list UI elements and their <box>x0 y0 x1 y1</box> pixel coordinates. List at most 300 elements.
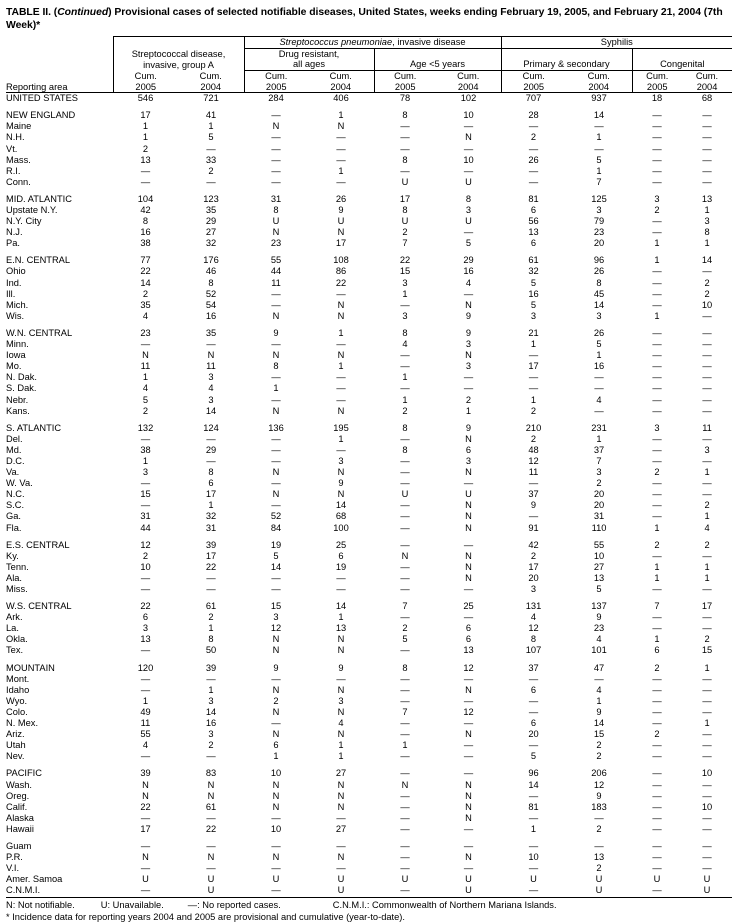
row-value-cell: 19 <box>335 561 347 572</box>
row-value-cell: 81 <box>528 193 539 204</box>
row-value-cell: — <box>206 673 216 684</box>
row-value-cell: 11 <box>140 361 151 372</box>
row-area-label: E.S. CENTRAL <box>6 539 70 550</box>
row-value-cell: — <box>652 154 662 165</box>
row-value-cell: — <box>463 372 474 383</box>
row-value-cell: 1 <box>704 238 710 249</box>
row-value-cell: N <box>465 729 472 740</box>
row-area-label: Del. <box>6 433 23 444</box>
header-spacer-cell <box>6 37 113 49</box>
row-value-cell: 7 <box>402 601 408 612</box>
row-value-cell: U <box>207 874 215 885</box>
row-value-cell: 12 <box>463 706 474 717</box>
row-value-cell: 1 <box>273 383 279 394</box>
row-value-cell: N <box>337 489 345 500</box>
row-value-cell: — <box>400 433 410 444</box>
row-value-cell: 4 <box>596 684 602 695</box>
row-value-cell: 1 <box>465 405 472 416</box>
row-value-cell: — <box>702 339 712 350</box>
row-area-label: Alaska <box>6 812 34 823</box>
row-value-cell: — <box>140 176 151 187</box>
row-value-cell: 12 <box>593 779 605 790</box>
row-value-cell: 11 <box>206 361 216 372</box>
row-value-cell: — <box>702 310 712 321</box>
row-value-cell: 10 <box>701 768 713 779</box>
row-value-cell: — <box>271 165 281 176</box>
row-value-cell: N <box>272 634 280 645</box>
row-value-cell: — <box>336 863 346 874</box>
row-value-cell: — <box>336 176 346 187</box>
row-value-cell: 2 <box>273 695 279 706</box>
row-value-cell: 123 <box>203 193 219 204</box>
row-value-cell: — <box>652 405 662 416</box>
table-row <box>6 729 732 740</box>
table-row <box>6 110 732 121</box>
row-value-cell: N <box>465 801 472 812</box>
row-value-cell: — <box>702 110 712 121</box>
row-value-cell: — <box>702 550 712 561</box>
row-value-cell: — <box>271 718 281 729</box>
table-row <box>6 395 732 406</box>
row-value-cell: 13 <box>593 572 605 583</box>
row-value-cell: 8 <box>402 662 408 673</box>
row-value-cell: — <box>652 790 662 801</box>
row-value-cell: 11 <box>528 467 539 478</box>
row-value-cell: — <box>336 288 346 299</box>
row-value-cell: 10 <box>701 801 713 812</box>
row-value-cell: N <box>142 852 149 863</box>
row-value-cell: 15 <box>593 729 605 740</box>
row-value-cell: — <box>400 383 410 394</box>
row-value-cell: — <box>702 790 712 801</box>
header-reporting-area: Reporting area <box>6 70 113 92</box>
row-value-cell: N <box>207 790 215 801</box>
row-area-label: Md. <box>6 444 22 455</box>
row-value-cell: — <box>271 143 281 154</box>
row-value-cell: 84 <box>270 522 282 533</box>
row-value-cell: 3 <box>530 310 537 321</box>
row-value-cell: 12 <box>270 623 282 634</box>
row-value-cell: 55 <box>140 729 151 740</box>
row-area-label: S. ATLANTIC <box>6 422 62 433</box>
row-value-cell: — <box>652 455 662 466</box>
row-value-cell: — <box>652 478 662 489</box>
row-area-label: Pa. <box>6 238 20 249</box>
header-group-primary-secondary: Primary & secondary <box>501 48 632 70</box>
header-col-drug-2005: Cum. 2005 <box>244 70 308 92</box>
row-value-cell: — <box>140 339 151 350</box>
row-value-cell: N <box>272 121 280 132</box>
table-row <box>6 489 732 500</box>
row-value-cell: — <box>463 823 474 834</box>
row-value-cell: — <box>652 176 662 187</box>
row-value-cell: — <box>652 718 662 729</box>
row-value-cell: — <box>400 768 410 779</box>
table-row <box>6 434 732 445</box>
row-area-label: Minn. <box>6 339 29 350</box>
row-value-cell: 23 <box>593 623 605 634</box>
row-value-cell: 86 <box>335 266 347 277</box>
row-value-cell: 83 <box>205 768 217 779</box>
row-value-cell: N <box>272 801 280 812</box>
row-value-cell: — <box>702 706 712 717</box>
header-col-primsec-2004: Cum. 2004 <box>566 70 632 92</box>
row-value-cell: 14 <box>528 779 539 790</box>
row-value-cell: N <box>337 634 345 645</box>
header-col-strep-2004: Cum. 2004 <box>178 70 244 92</box>
row-value-cell: — <box>652 740 662 751</box>
row-value-cell: 176 <box>203 255 219 266</box>
row-value-cell: 14 <box>593 718 605 729</box>
row-value-cell: 5 <box>465 238 472 249</box>
row-value-cell: 22 <box>399 255 411 266</box>
row-value-cell: N <box>337 405 345 416</box>
row-value-cell: 6 <box>273 740 279 751</box>
row-value-cell: — <box>463 165 474 176</box>
row-value-cell: N <box>337 299 345 310</box>
row-value-cell: 1 <box>208 684 214 695</box>
row-area-label: Ariz. <box>6 729 25 740</box>
row-value-cell: 3 <box>465 205 472 215</box>
row-value-cell: 15 <box>399 266 411 277</box>
row-value-cell: — <box>702 165 712 176</box>
footnotes <box>6 900 732 923</box>
row-value-cell: — <box>702 740 712 751</box>
row-value-cell: 3 <box>596 467 602 478</box>
row-value-cell: 13 <box>701 193 713 204</box>
table-row <box>6 311 732 322</box>
row-value-cell: 2 <box>142 405 149 416</box>
row-value-cell: N <box>272 779 280 790</box>
row-value-cell: — <box>463 751 474 762</box>
row-value-cell: — <box>702 478 712 489</box>
table-row <box>6 456 732 467</box>
row-value-cell: — <box>652 751 662 762</box>
row-value-cell: — <box>271 673 281 684</box>
row-value-cell: — <box>463 383 474 394</box>
row-value-cell: — <box>652 812 662 823</box>
table-row <box>6 227 732 238</box>
row-value-cell: — <box>528 165 539 176</box>
row-value-cell: — <box>528 383 539 394</box>
row-value-cell: 1 <box>338 612 344 623</box>
row-value-cell: 721 <box>203 93 219 104</box>
row-value-cell: 44 <box>270 266 282 277</box>
row-value-cell: N <box>272 489 280 500</box>
row-value-cell: — <box>400 361 410 372</box>
row-value-cell: N <box>465 779 472 790</box>
row-value-cell: — <box>652 121 662 132</box>
row-value-cell: — <box>652 885 662 896</box>
row-value-cell: — <box>271 288 281 299</box>
row-value-cell: 8 <box>402 327 408 338</box>
row-value-cell: 2 <box>402 405 408 416</box>
row-value-cell: 3 <box>704 216 710 227</box>
row-value-cell: — <box>652 372 662 383</box>
row-value-cell: 68 <box>701 93 713 104</box>
row-value-cell: 41 <box>205 110 217 121</box>
row-value-cell: — <box>702 433 712 444</box>
row-value-cell: N <box>337 779 345 790</box>
row-value-cell: — <box>271 299 281 310</box>
row-value-cell: 12 <box>463 662 474 673</box>
row-value-cell: 206 <box>591 768 607 779</box>
table-row <box>6 238 732 249</box>
row-value-cell: N <box>207 779 215 790</box>
row-value-cell: 2 <box>142 143 149 154</box>
row-area-label: E.N. CENTRAL <box>6 255 71 266</box>
table-row <box>6 350 732 361</box>
row-value-cell: — <box>206 455 216 466</box>
row-value-cell: 10 <box>270 823 282 834</box>
row-value-cell: 14 <box>205 405 217 416</box>
row-value-cell: 1 <box>596 433 602 444</box>
row-value-cell: — <box>702 673 712 684</box>
row-area-label: Hawaii <box>6 823 34 834</box>
row-value-cell: — <box>336 572 346 583</box>
row-value-cell: 17 <box>399 193 411 204</box>
row-area-label: Iowa <box>6 350 26 361</box>
row-value-cell: 32 <box>205 511 217 522</box>
table-row <box>6 562 732 573</box>
row-value-cell: 11 <box>702 422 712 433</box>
row-value-cell: 9 <box>338 205 344 215</box>
row-area-label: Nev. <box>6 751 25 762</box>
row-value-cell: U <box>465 489 472 500</box>
row-value-cell: 79 <box>593 216 605 227</box>
row-value-cell: U <box>337 216 345 227</box>
row-value-cell: U <box>337 885 345 896</box>
row-value-cell: 10 <box>270 768 282 779</box>
row-value-cell: 16 <box>205 310 217 321</box>
row-value-cell: 78 <box>399 93 411 104</box>
row-value-cell: N <box>337 350 345 361</box>
row-value-cell: 1 <box>402 288 408 299</box>
row-value-cell: 7 <box>402 706 408 717</box>
row-value-cell: — <box>400 539 410 550</box>
row-value-cell: 4 <box>402 339 408 350</box>
row-value-cell: 11 <box>271 277 281 288</box>
row-value-cell: U <box>401 216 409 227</box>
row-area-label: Wis. <box>6 310 25 321</box>
row-value-cell: 3 <box>465 455 472 466</box>
row-value-cell: — <box>528 706 539 717</box>
row-value-cell: — <box>652 768 662 779</box>
row-value-cell: — <box>463 673 474 684</box>
row-value-cell: 6 <box>465 623 472 634</box>
table-bottom-rule <box>6 897 732 898</box>
row-value-cell: U <box>703 885 711 896</box>
table-row <box>6 601 732 612</box>
row-value-cell: 22 <box>140 601 151 612</box>
row-value-cell: 231 <box>591 422 607 433</box>
row-value-cell: — <box>336 143 346 154</box>
row-area-label: Idaho <box>6 684 30 695</box>
row-value-cell: 2 <box>704 500 710 511</box>
row-value-cell: 3 <box>338 455 344 466</box>
row-value-cell: N <box>465 500 472 511</box>
row-value-cell: — <box>652 165 662 176</box>
row-value-cell: 10 <box>528 852 539 863</box>
row-area-label: Kans. <box>6 405 30 416</box>
row-value-cell: 1 <box>654 634 660 645</box>
row-value-cell: 5 <box>273 550 279 561</box>
table-row <box>6 300 732 311</box>
row-value-cell: 13 <box>463 645 474 656</box>
row-value-cell: — <box>528 695 539 706</box>
row-value-cell: — <box>463 539 474 550</box>
row-value-cell: — <box>594 673 604 684</box>
row-value-cell: 27 <box>205 227 217 238</box>
row-value-cell: 8 <box>465 193 472 204</box>
row-value-cell: 1 <box>402 372 408 383</box>
row-area-label: MID. ATLANTIC <box>6 193 72 204</box>
row-value-cell: 22 <box>335 277 347 288</box>
row-value-cell: — <box>702 455 712 466</box>
row-value-cell: 2 <box>208 612 214 623</box>
table-row <box>6 278 732 289</box>
row-value-cell: 26 <box>335 193 347 204</box>
row-value-cell: N <box>272 684 280 695</box>
row-value-cell: N <box>465 433 472 444</box>
header-row-cum-years <box>6 70 732 92</box>
row-area-label: Ill. <box>6 288 16 299</box>
row-value-cell: 6 <box>530 684 537 695</box>
row-value-cell: N <box>465 684 472 695</box>
row-value-cell: 14 <box>270 561 282 572</box>
row-value-cell: N <box>142 790 149 801</box>
row-value-cell: 5 <box>596 584 602 594</box>
row-value-cell: — <box>400 695 410 706</box>
row-area-label: Nebr. <box>6 394 29 405</box>
row-value-cell: N <box>401 779 409 790</box>
row-value-cell: 6 <box>142 612 149 623</box>
row-value-cell: — <box>271 478 281 489</box>
row-value-cell: — <box>528 673 539 684</box>
row-value-cell: 2 <box>142 550 149 561</box>
row-value-cell: 3 <box>704 444 710 455</box>
row-value-cell: — <box>400 478 410 489</box>
row-value-cell: — <box>702 823 712 834</box>
table-row <box>6 339 732 350</box>
row-value-cell: — <box>594 812 604 823</box>
row-value-cell: 56 <box>528 216 539 227</box>
row-value-cell: U <box>530 874 537 885</box>
row-value-cell: 8 <box>704 227 710 238</box>
row-value-cell: 14 <box>335 601 347 612</box>
row-value-cell: — <box>463 143 474 154</box>
row-value-cell: — <box>702 405 712 416</box>
row-value-cell: 1 <box>208 121 214 132</box>
row-value-cell: 1 <box>142 455 149 466</box>
row-value-cell: — <box>702 612 712 623</box>
row-value-cell: 2 <box>596 478 602 489</box>
row-value-cell: 13 <box>593 852 605 863</box>
row-value-cell: 14 <box>205 706 217 717</box>
row-value-cell: 8 <box>402 154 408 165</box>
row-value-cell: 195 <box>333 422 349 433</box>
row-value-cell: 8 <box>208 277 214 288</box>
row-value-cell: — <box>400 121 410 132</box>
table-row <box>6 523 732 534</box>
table-row <box>6 751 732 762</box>
row-value-cell: — <box>206 584 216 594</box>
row-value-cell: 1 <box>142 132 149 143</box>
row-value-cell: 46 <box>205 266 217 277</box>
row-value-cell: — <box>463 288 474 299</box>
row-value-cell: — <box>400 812 410 823</box>
table-row <box>6 863 732 874</box>
row-value-cell: 3 <box>273 612 279 623</box>
header-col-congenital-2004: Cum. 2004 <box>682 70 732 92</box>
row-value-cell: — <box>271 154 281 165</box>
row-value-cell: — <box>652 132 662 143</box>
row-area-label: Maine <box>6 121 32 132</box>
row-value-cell: — <box>652 612 662 623</box>
row-value-cell: — <box>140 840 151 851</box>
row-value-cell: — <box>652 339 662 350</box>
row-value-cell: — <box>652 361 662 372</box>
row-value-cell: 35 <box>205 205 217 215</box>
table-row <box>6 780 732 791</box>
row-value-cell: — <box>652 550 662 561</box>
row-value-cell: — <box>400 467 410 478</box>
header-spacer-cell-2 <box>6 48 113 70</box>
row-value-cell: N <box>272 852 280 863</box>
row-value-cell: 104 <box>137 193 154 204</box>
row-value-cell: N <box>337 227 345 238</box>
row-value-cell: — <box>652 511 662 522</box>
row-area-label: Mo. <box>6 361 22 372</box>
row-value-cell: N <box>337 467 345 478</box>
table-row <box>6 445 732 456</box>
row-value-cell: — <box>140 165 151 176</box>
row-value-cell: 16 <box>140 227 151 238</box>
row-value-cell: N <box>465 790 472 801</box>
row-value-cell: 1 <box>654 238 660 249</box>
row-value-cell: 12 <box>528 455 539 466</box>
row-value-cell: — <box>400 718 410 729</box>
row-value-cell: 2 <box>530 433 537 444</box>
row-value-cell: U <box>465 874 472 885</box>
row-value-cell: 96 <box>593 255 605 266</box>
row-value-cell: — <box>528 885 539 896</box>
row-value-cell: — <box>400 350 410 361</box>
notifiable-diseases-table <box>6 36 732 896</box>
row-value-cell: 42 <box>528 539 539 550</box>
row-value-cell: 14 <box>140 277 151 288</box>
row-value-cell: 9 <box>338 662 344 673</box>
row-value-cell: 132 <box>137 422 154 433</box>
row-value-cell: 937 <box>591 93 607 104</box>
row-value-cell: N <box>272 790 280 801</box>
row-value-cell: 52 <box>270 511 282 522</box>
row-value-cell: 2 <box>654 539 660 550</box>
row-value-cell: U <box>653 874 661 885</box>
row-area-label: Okla. <box>6 634 28 645</box>
row-value-cell: N <box>337 645 345 656</box>
footnote-n: N: Not notifiable. <box>6 900 75 911</box>
row-value-cell: 9 <box>273 662 279 673</box>
row-value-cell: 96 <box>528 768 539 779</box>
header-group-strep: Streptococcal disease, invasive, group A <box>113 37 244 71</box>
table-row <box>6 361 732 372</box>
table-body <box>6 93 732 897</box>
row-value-cell: — <box>652 216 662 227</box>
row-value-cell: — <box>528 740 539 751</box>
row-area-label: Ga. <box>6 511 21 522</box>
row-value-cell: — <box>400 852 410 863</box>
